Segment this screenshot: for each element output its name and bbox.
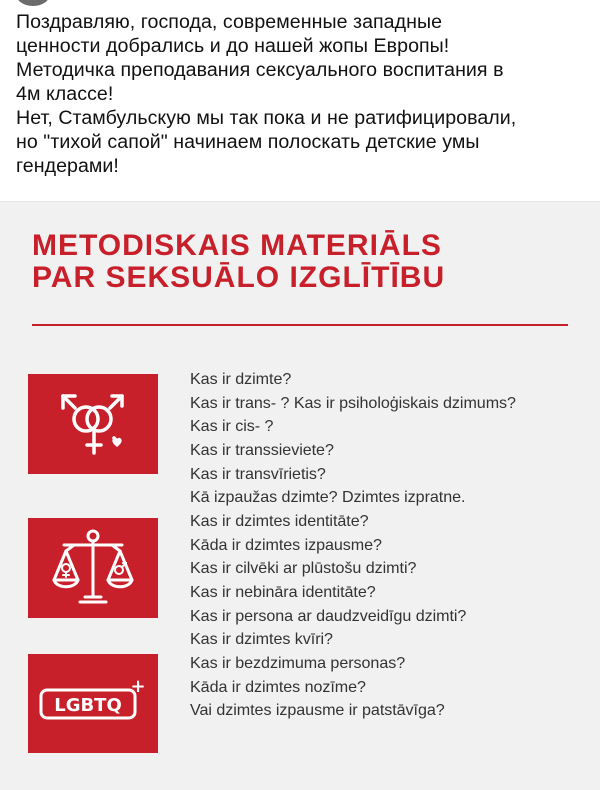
post-text <box>16 10 582 178</box>
post-line: Методичка преподавания сексуального воспитания в <box>16 59 504 81</box>
question-item: Vai dzimtes izpausme ir patstāvīga? <box>190 701 445 720</box>
question-list <box>190 368 585 723</box>
infographic-title <box>32 230 445 294</box>
title-line: METODISKAIS MATERIĀLS <box>32 229 442 262</box>
question-item: Kas ir persona ar daudzveidīgu dzimti? <box>190 606 467 625</box>
question-item: Kas ir nebināra identitāte? <box>190 582 376 601</box>
lgbtq-label: LGBTQ <box>54 694 122 716</box>
lgbtq-plus-icon <box>28 654 158 753</box>
question-item: Kas ir dzimtes identitāte? <box>190 511 369 530</box>
avatar[interactable] <box>16 0 50 6</box>
question-item: Kāda ir dzimtes nozīme? <box>190 677 366 696</box>
question-item: Kas ir trans- ? Kas ir psiholoģiskais dzimums? <box>190 393 516 412</box>
gender-symbols-icon <box>28 374 158 474</box>
question-item: Kas ir transvīrietis? <box>190 464 326 483</box>
question-item: Kas ir cilvēki ar plūstošu dzimti? <box>190 559 417 578</box>
post-line: Поздравляю, господа, современные западные <box>16 11 443 33</box>
title-line: PAR SEKSUĀLO IZGLĪTĪBU <box>32 261 446 294</box>
question-item: Kā izpaužas dzimte? Dzimtes izpratne. <box>190 488 466 507</box>
question-item: Kas ir transsieviete? <box>190 440 334 459</box>
post-line: гендерами! <box>16 155 119 177</box>
post-image[interactable] <box>0 201 600 790</box>
question-item: Kas ir bezdzimuma personas? <box>190 653 406 672</box>
plus-icon: + <box>130 675 146 697</box>
balance-scale-icon <box>28 518 158 618</box>
post-line: ценности добрались и до нашей жопы Европы! <box>16 35 450 57</box>
question-item: Kas ir cis- ? <box>190 417 274 436</box>
title-divider <box>32 324 568 326</box>
post-line: 4м классе! <box>16 83 114 105</box>
post-line: но "тихой сапой" начинаем полоскать детские умы <box>16 131 480 153</box>
question-item: Kāda ir dzimtes izpausme? <box>190 535 382 554</box>
post-line: Нет, Стамбульскую мы так пока и не ратифицировали, <box>16 107 517 129</box>
question-item: Kas ir dzimte? <box>190 370 292 388</box>
question-item: Kas ir dzimtes kvīri? <box>190 630 333 649</box>
